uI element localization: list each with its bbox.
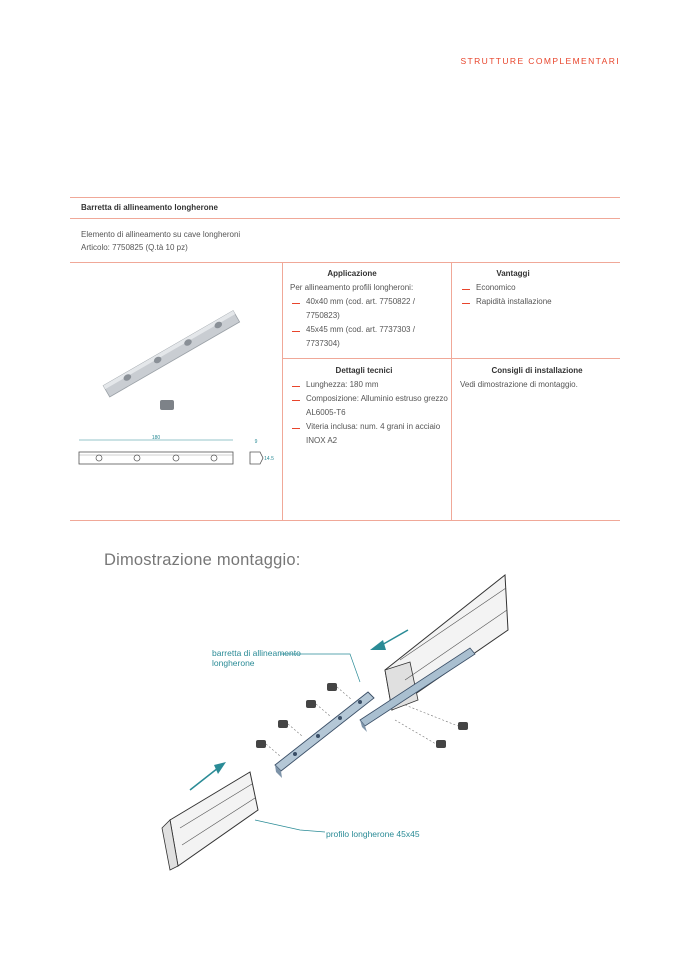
callout-bar-line1: barretta di allineamento: [212, 648, 301, 658]
dim-width: 9: [254, 439, 258, 445]
applicazione-title: Applicazione: [327, 269, 377, 278]
dettagli-body: [290, 378, 448, 448]
bar-left: [275, 692, 374, 778]
dettagli-item: Viteria inclusa: num. 4 grani in acciaio INOX A2: [290, 420, 448, 448]
section-header: STRUTTURE COMPLEMENTARI: [460, 56, 620, 66]
article-line: Articolo: 7750825 (Q.tà 10 pz): [81, 243, 188, 252]
product-description: [81, 228, 240, 254]
dim-length: 180: [151, 435, 161, 441]
product-photo: [100, 290, 260, 420]
dettagli-item: Lunghezza: 180 mm: [290, 378, 448, 392]
vantaggi-body: [460, 281, 610, 309]
applicazione-item: 45x45 mm (cod. art. 7737303 / 7737304): [290, 323, 450, 351]
profile-left: [162, 772, 258, 870]
applicazione-body: [290, 281, 450, 351]
rule-v1: [282, 262, 283, 520]
vantaggi-item: Economico: [460, 281, 610, 295]
callout-line-profile: [255, 820, 325, 832]
vantaggi-title: Vantaggi: [496, 269, 530, 278]
vantaggi-item: Rapidità installazione: [460, 295, 610, 309]
rule-top: [70, 197, 620, 198]
applicazione-intro: Per allineamento profili longheroni:: [290, 283, 414, 292]
consigli-body: Vedi dimostrazione di montaggio.: [460, 380, 578, 389]
callout-bar: [212, 648, 301, 668]
demo-title: Dimostrazione montaggio:: [104, 551, 301, 569]
rule-v2: [451, 262, 452, 520]
technical-drawing: [76, 432, 276, 472]
product-title: Barretta di allineamento longherone: [81, 203, 218, 212]
applicazione-item: 40x40 mm (cod. art. 7750822 / 7750823): [290, 295, 450, 323]
dettagli-title: Dettagli tecnici: [335, 366, 393, 375]
rule-bottom: [70, 520, 620, 521]
grub-screw-icon: [160, 400, 174, 410]
direction-arrow-right-icon: [370, 630, 408, 650]
dettagli-item: Composizione: Alluminio estruso grezzo AL6005-T6: [290, 392, 448, 420]
callout-profile: profilo longherone 45x45: [326, 829, 420, 839]
dim-height: 14.5: [264, 456, 274, 462]
direction-arrow-left-icon: [190, 762, 226, 790]
description-line: Elemento di allineamento su cave longheroni: [81, 230, 241, 239]
rule-title: [70, 218, 620, 219]
rule-desc: [70, 262, 620, 263]
consigli-title: Consigli di installazione: [491, 366, 583, 375]
callout-bar-line2: longherone: [212, 658, 255, 668]
profile-right: [385, 575, 508, 710]
